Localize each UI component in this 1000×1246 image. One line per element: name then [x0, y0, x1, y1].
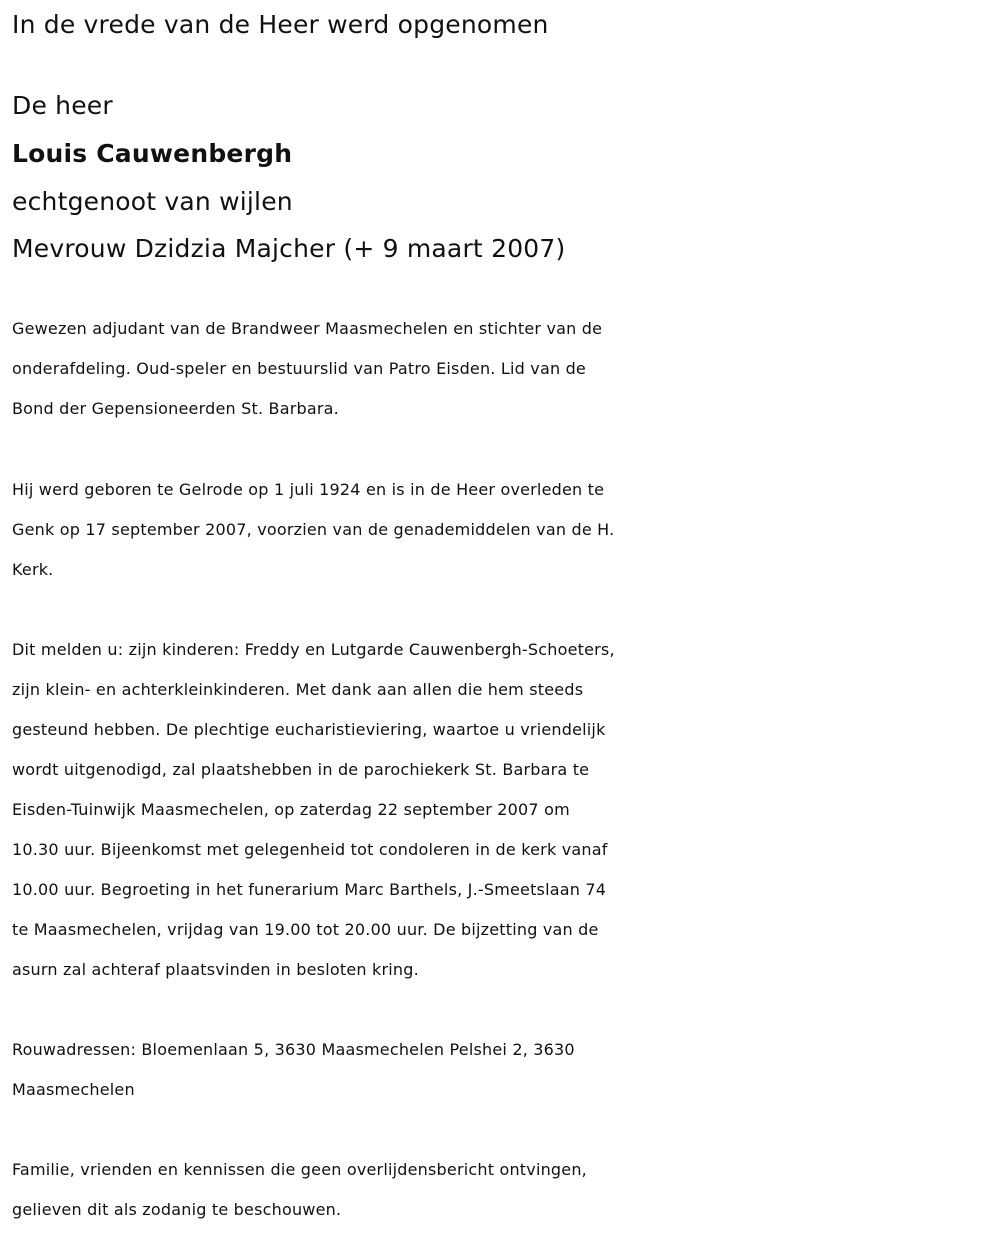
paragraph-line: Rouwadressen: Bloemenlaan 5, 3630 Maasmechelen Pelshei 2, 3630	[12, 1040, 575, 1059]
paragraph-line: 10.00 uur. Begroeting in het funerarium Marc Barthels, J.-Smeetslaan 74	[12, 880, 607, 899]
spouse-line: Mevrouw Dzidzia Majcher (+ 9 maart 2007)	[12, 234, 566, 263]
paragraph-line: Gewezen adjudant van de Brandweer Maasmechelen en stichter van de	[12, 319, 603, 338]
addresses-paragraph	[12, 1030, 997, 1110]
paragraph-line: onderafdeling. Oud-speler en bestuurslid van Patro Eisden. Lid van de	[12, 359, 586, 378]
paragraph-line: gesteund hebben. De plechtige eucharistieviering, waartoe u vriendelijk	[12, 720, 606, 739]
paragraph-line: asurn zal achteraf plaatsvinden in besloten kring.	[12, 960, 419, 979]
paragraph-line: Bond der Gepensioneerden St. Barbara.	[12, 399, 339, 418]
paragraph-line: Familie, vrienden en kennissen die geen overlijdensbericht ontvingen,	[12, 1160, 587, 1179]
paragraph-line: Hij werd geboren te Gelrode op 1 juli 1924 en is in de Heer overleden te	[12, 480, 605, 499]
intro-line: In de vrede van de Heer werd opgenomen	[12, 10, 549, 39]
paragraph-line: gelieven dit als zodanig te beschouwen.	[12, 1200, 342, 1219]
announcement-paragraph	[12, 630, 997, 990]
paragraph-line: te Maasmechelen, vrijdag van 19.00 tot 20.00 uur. De bijzetting van de	[12, 920, 599, 939]
paragraph-line: Eisden-Tuinwijk Maasmechelen, op zaterdag 22 september 2007 om	[12, 800, 570, 819]
paragraph-line: Genk op 17 september 2007, voorzien van de genademiddelen van de H.	[12, 520, 615, 539]
paragraph-line: Kerk.	[12, 560, 54, 579]
career-paragraph	[12, 309, 997, 429]
paragraph-line: wordt uitgenodigd, zal plaatshebben in de parochiekerk St. Barbara te	[12, 760, 590, 779]
birth-death-paragraph	[12, 470, 997, 590]
deceased-name: Louis Cauwenbergh	[12, 139, 293, 168]
relation-line: echtgenoot van wijlen	[12, 187, 293, 216]
paragraph-line: Dit melden u: zijn kinderen: Freddy en Lutgarde Cauwenbergh-Schoeters,	[12, 640, 615, 659]
closing-paragraph	[12, 1150, 997, 1230]
paragraph-line: 10.30 uur. Bijeenkomst met gelegenheid tot condoleren in de kerk vanaf	[12, 840, 608, 859]
paragraph-line: Maasmechelen	[12, 1080, 135, 1099]
salutation: De heer	[12, 91, 113, 120]
paragraph-line: zijn klein- en achterkleinkinderen. Met dank aan allen die hem steeds	[12, 680, 584, 699]
